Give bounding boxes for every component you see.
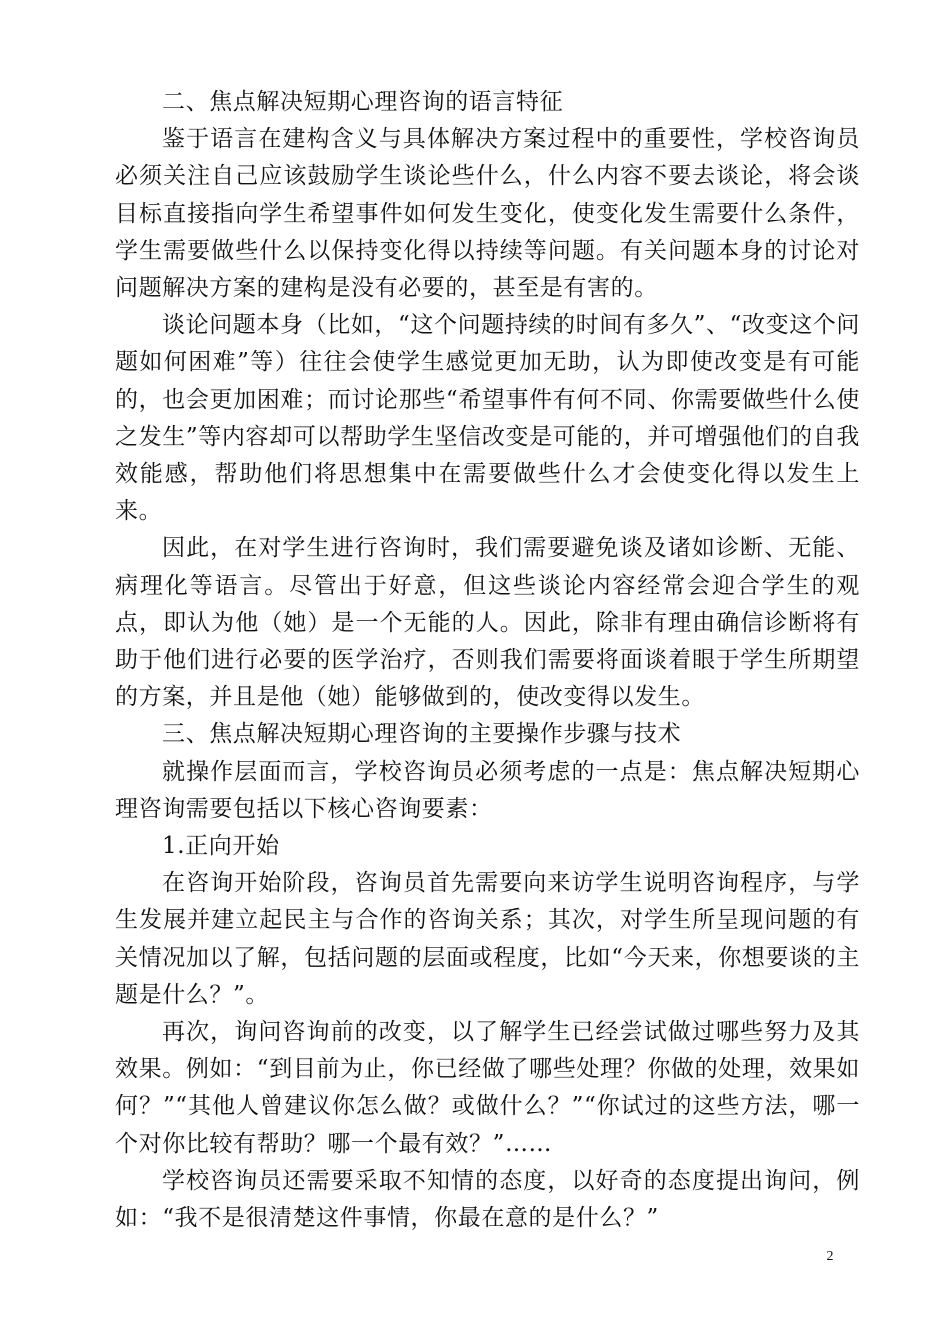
paragraph-pre-consultation-change: 再次，询问咨询前的改变，以了解学生已经尝试做过哪些努力及其效果。例如：“到目前为止，你已经做了哪些处理？你做的处理，效果如何？”“其他人曾建议你怎么做？或做什么？”“你试过的这些方法，哪一个对你比较有帮助？哪一个最有效？”…… xyxy=(115,1019,860,1157)
paragraph-discussing-problem: 谈论问题本身（比如，“这个问题持续的时间有多久”、“改变这个问题如何困难”等）往往会使学生感觉更加无助，认为即使改变是有可能的，也会更加困难；而讨论那些“希望事件有何不同、你需要做些什么使之发生”等内容却可以帮助学生坚信改变是可能的，并可增强他们的自我效能感，帮助他们将思想集中在需要做些什么才会使变化得以发生上来。 xyxy=(115,312,860,525)
paragraph-avoid-diagnosis: 因此，在对学生进行咨询时，我们需要避免谈及诸如诊断、无能、病理化等语言。尽管出于好意，但这些谈论内容经常会迎合学生的观点，即认为他（她）是一个无能的人。因此，除非有理由确信诊断将有助于他们进行必要的医学治疗，否则我们需要将面谈着眼于学生所期望的方案，并且是他（她）能够做到的，使改变得以发生。 xyxy=(115,535,860,711)
section-heading-operation-steps: 三、焦点解决短期心理咨询的主要操作步骤与技术 xyxy=(162,721,682,748)
paragraph-consultation-start: 在咨询开始阶段，咨询员首先需要向来访学生说明咨询程序，与学生发展并建立起民主与合作的咨询关系；其次，对学生所呈现问题的有关情况加以了解，包括问题的层面或程度，比如“今天来，你想要谈的主题是什么？”。 xyxy=(115,870,860,1008)
section-heading-language-features: 二、焦点解决短期心理咨询的语言特征 xyxy=(162,89,564,115)
paragraph-language-importance: 鉴于语言在建构含义与具体解决方案过程中的重要性，学校咨询员必须关注自己应该鼓励学生谈论些什么，什么内容不要去谈论，将会谈目标直接指向学生希望事件如何发生变化，使变化发生需要什么条件，学生需要做些什么以保持变化得以持续等问题。有关问题本身的讨论对问题解决方案的建构是没有必要的，甚至是有害的。 xyxy=(115,126,860,302)
paragraph-core-elements: 就操作层面而言，学校咨询员必须考虑的一点是：焦点解决短期心理咨询需要包括以下核心咨询要素： xyxy=(115,758,860,822)
page-number: 2 xyxy=(826,1249,834,1264)
document-body xyxy=(115,84,860,1237)
paragraph-not-knowing-stance: 学校咨询员还需要采取不知情的态度，以好奇的态度提出询问，例如：“我不是很清楚这件事情，你最在意的是什么？” xyxy=(115,1167,860,1232)
subheading-positive-start: 1.正向开始 xyxy=(162,833,280,860)
